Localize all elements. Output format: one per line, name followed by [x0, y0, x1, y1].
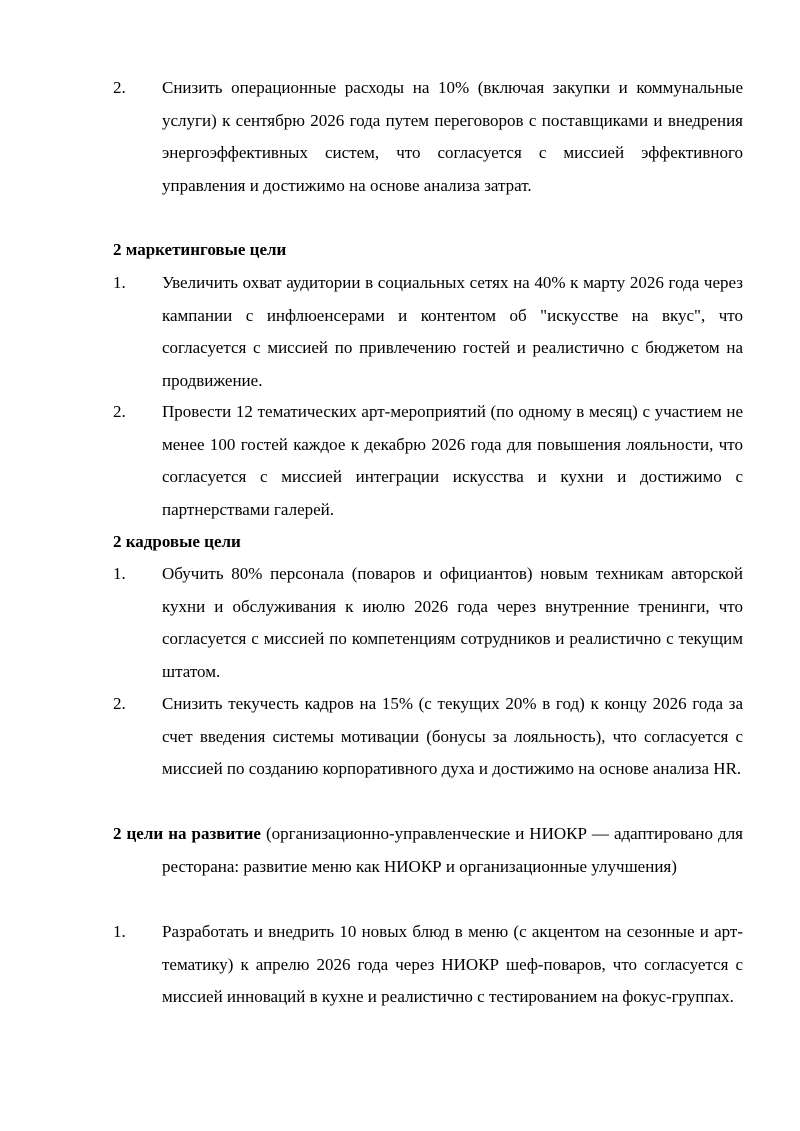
list-item	[113, 72, 743, 202]
section-heading-note: (организационно-управленческие и НИОКР — адаптировано для ресторана: развитие меню как НИОКР и организационные улучшения)	[162, 824, 743, 876]
list-item-number: 1.	[113, 922, 126, 941]
list-item	[113, 558, 743, 688]
list-item	[113, 267, 743, 397]
list-item-text: Разработать и внедрить 10 новых блюд в меню (с акцентом на сезонные и арт-тематику) к апрелю 2026 года через НИОКР шеф-поваров, что согласуется с миссией инноваций в кухне и реалистично с тестированием на фокус-группах.	[162, 922, 743, 1006]
list-item-number: 2.	[113, 694, 126, 713]
list-item-text: Увеличить охват аудитории в социальных сетях на 40% к марту 2026 года через кампании с инфлюенсерами и контентом об "искусстве на вкус", что согласуется с миссией по привлечению гостей и реалистично с бюджетом на продвижение.	[162, 273, 743, 390]
list-item-number: 2.	[113, 402, 126, 421]
list-item-text: Обучить 80% персонала (поваров и официантов) новым техникам авторской кухни и обслуживания к июлю 2026 года через внутренние тренинги, что согласуется с миссией по компетенциям сотрудников и реалистично с текущим штатом.	[162, 564, 743, 681]
list-item	[113, 396, 743, 526]
list-item	[113, 688, 743, 786]
list-item-number: 1.	[113, 564, 126, 583]
section-heading-development	[113, 818, 743, 883]
list-item-number: 1.	[113, 273, 126, 292]
section-heading-bold: 2 цели на развитие	[113, 824, 261, 843]
section-heading-hr: 2 кадровые цели	[113, 532, 241, 551]
list-item-text: Снизить текучесть кадров на 15% (с текущих 20% в год) к концу 2026 года за счет введения системы мотивации (бонусы за лояльность), что согласуется с миссией по созданию корпоративного духа и достижимо на основе анализа HR.	[162, 694, 743, 778]
section-heading-marketing: 2 маркетинговые цели	[113, 240, 287, 259]
list-item	[113, 916, 743, 1014]
list-item-text: Провести 12 тематических арт-мероприятий (по одному в месяц) с участием не менее 100 гостей каждое к декабрю 2026 года для повышения лояльности, что согласуется с миссией интеграции искусства и кухни и достижимо с партнерствами галерей.	[162, 402, 743, 519]
list-item-number: 2.	[113, 78, 126, 97]
list-item-text: Снизить операционные расходы на 10% (включая закупки и коммунальные услуги) к сентябрю 2026 года путем переговоров с поставщиками и внедрения энергоэффективных систем, что согласуется с миссией эффективного управления и достижимо на основе анализа затрат.	[162, 78, 743, 195]
